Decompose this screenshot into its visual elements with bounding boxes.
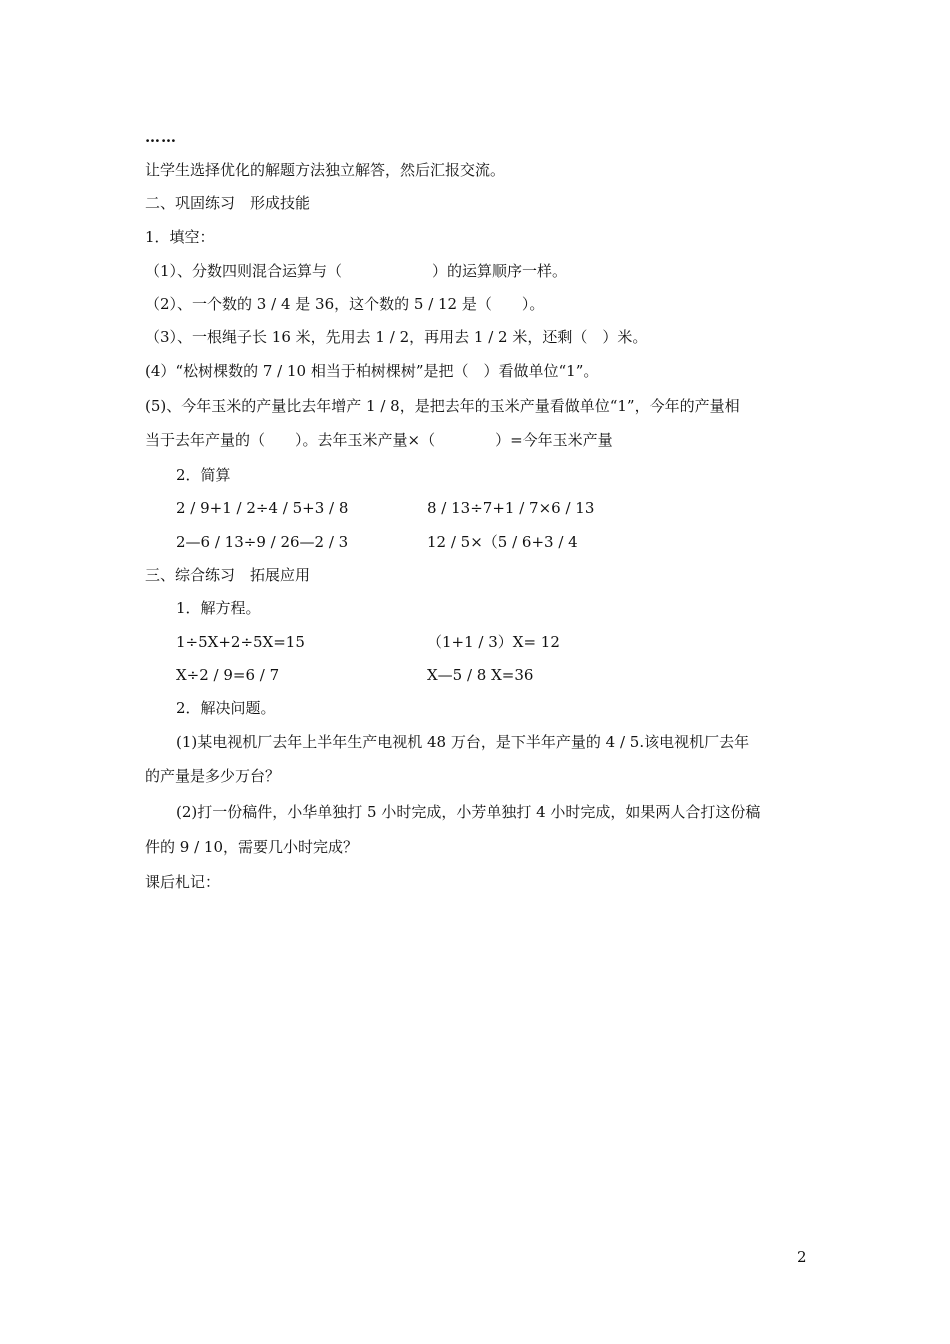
fill-blank-item-2: （2）、一个数的 3 / 4 是 36，这个数的 5 / 12 是（ ）。 bbox=[145, 295, 545, 313]
equation-3: X÷2 / 9=6 / 7 bbox=[176, 666, 280, 684]
simplify-expr-3: 2—6 / 13÷9 / 26—2 / 3 bbox=[176, 533, 349, 551]
section-heading-3: 三、综合练习 拓展应用 bbox=[145, 566, 311, 584]
section-heading-2: 二、巩固练习 形成技能 bbox=[145, 194, 311, 212]
simplify-expr-2: 8 / 13÷7+1 / 7×6 / 13 bbox=[427, 499, 595, 517]
intro-instruction: 让学生选择优化的解题方法独立解答，然后汇报交流。 bbox=[145, 161, 506, 179]
word-problem-1: (1)某电视机厂去年上半年生产电视机 48 万台，是下半年产量的 4 / 5.该电视机厂去年 bbox=[176, 733, 750, 751]
simplify-expr-4: 12 / 5×（5 / 6+3 / 4 bbox=[427, 533, 578, 551]
after-class-notes-label: 课后札记： bbox=[145, 873, 221, 891]
simplify-expr-1: 2 / 9+1 / 2÷4 / 5+3 / 8 bbox=[176, 499, 349, 517]
fill-blank-heading: 1．填空： bbox=[145, 228, 215, 246]
ellipsis-line: …… bbox=[145, 128, 177, 146]
simplify-heading: 2．简算 bbox=[176, 466, 231, 484]
word-problems-heading: 2．解决问题。 bbox=[176, 699, 276, 717]
equation-1: 1÷5X+2÷5X=15 bbox=[176, 633, 305, 651]
fill-blank-item-5-cont: 当于去年产量的（ ）。去年玉米产量×（ ）=今年玉米产量 bbox=[145, 431, 613, 449]
page-number: 2 bbox=[797, 1248, 807, 1266]
fill-blank-item-5: (5)、今年玉米的产量比去年增产 1 / 8，是把去年的玉米产量看做单位“1”，今年的产量相 bbox=[145, 397, 740, 415]
fill-blank-item-3: （3）、一根绳子长 16 米，先用去 1 / 2，再用去 1 / 2 米，还剩（ ）米。 bbox=[145, 328, 648, 346]
equation-4: X—5 / 8 X=36 bbox=[427, 666, 534, 684]
equation-2: （1+1 / 3）X= 12 bbox=[427, 633, 560, 651]
fill-blank-item-4: (4）“松树棵数的 7 / 10 相当于柏树棵树”是把（ ）看做单位“1”。 bbox=[145, 362, 599, 380]
word-problem-2-cont: 件的 9 / 10，需要几小时完成？ bbox=[145, 838, 358, 856]
word-problem-2: (2)打一份稿件，小华单独打 5 小时完成，小芳单独打 4 小时完成，如果两人合打这份稿 bbox=[176, 803, 761, 821]
equations-heading: 1．解方程。 bbox=[176, 599, 261, 617]
word-problem-1-cont: 的产量是多少万台？ bbox=[145, 767, 281, 785]
fill-blank-item-1: （1）、分数四则混合运算与（ ）的运算顺序一样。 bbox=[145, 262, 568, 280]
